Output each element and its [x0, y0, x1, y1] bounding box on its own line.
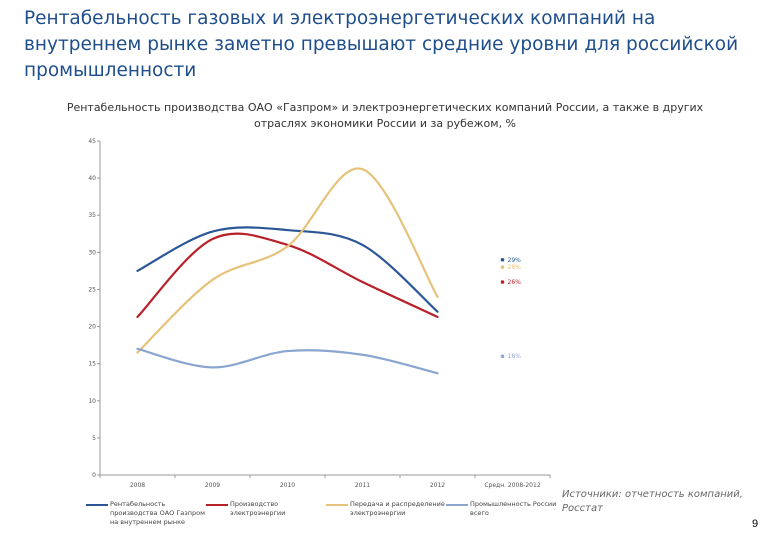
series-line-0 [138, 227, 438, 311]
legend-label: Промышленность России всего [470, 500, 557, 517]
average-label-1: 26% [507, 279, 521, 287]
slide-title: Рентабельность газовых и электроэнергетических компаний на внутреннем рынке заметно превышают средние уровни для российской промышленности [24, 8, 739, 81]
source-note: Источники: отчетность компаний, Росстат [562, 489, 743, 514]
x-tick-label: 2011 [354, 482, 371, 489]
y-tick-label: 45 [88, 138, 96, 145]
x-tick-label: Средн. 2008-2012 [484, 482, 541, 489]
legend-swatch [86, 504, 108, 506]
y-tick-label: 5 [92, 434, 96, 442]
chart-legend [86, 500, 557, 530]
chart-series [138, 168, 438, 373]
page-number: 9 [752, 518, 759, 530]
legend-swatch [206, 504, 228, 506]
y-tick-label: 35 [88, 212, 96, 220]
chart-average-markers [501, 257, 521, 360]
y-tick-label: 25 [88, 286, 96, 294]
y-tick-label: 30 [88, 249, 96, 257]
legend-label: Рентабельность производства ОАО Газпром на внутреннем рынке [110, 500, 205, 526]
legend-label: Производство электроэнергии [230, 500, 286, 517]
legend-swatch [446, 504, 468, 506]
y-tick-label: 0 [92, 472, 96, 479]
average-marker-0 [501, 258, 505, 262]
chart-title: Рентабельность производства ОАО «Газпром» и электроэнергетических компаний России, а также в других отраслях экономики России и за рубежом, % [66, 101, 704, 130]
average-marker-2 [501, 265, 505, 269]
legend-swatch [326, 504, 348, 506]
average-label-0: 29% [507, 256, 521, 264]
legend-label: Передача и распределение электроэнергии [350, 500, 445, 517]
x-tick-label: 2008 [129, 482, 146, 489]
average-label-3: 16% [507, 353, 521, 361]
series-line-2 [138, 168, 438, 352]
y-tick-label: 40 [88, 175, 96, 183]
average-label-2: 28% [507, 264, 521, 272]
chart-axes [88, 138, 550, 489]
x-tick-label: 2009 [204, 482, 221, 489]
y-tick-label: 10 [88, 397, 96, 405]
series-line-3 [138, 349, 438, 373]
y-tick-label: 15 [88, 360, 96, 368]
x-tick-label: 2010 [279, 482, 296, 489]
y-tick-label: 20 [88, 323, 96, 331]
average-marker-3 [501, 354, 505, 358]
x-tick-label: 2012 [429, 482, 446, 489]
average-marker-1 [501, 280, 505, 284]
